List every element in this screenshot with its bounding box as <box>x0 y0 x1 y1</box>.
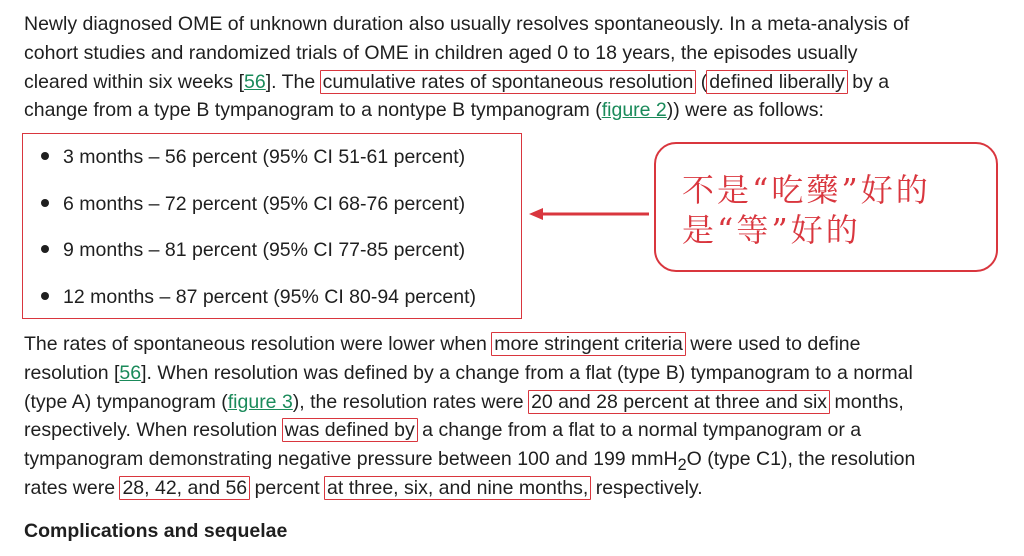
handwritten-annotation-callout <box>654 142 998 272</box>
highlight-defined-liberally: defined liberally <box>706 70 848 94</box>
annotation-line-2: 是“等”好的 <box>682 211 861 249</box>
figure-3-link[interactable]: figure 3 <box>227 390 293 413</box>
figure-2-link[interactable]: figure 2 <box>601 99 667 122</box>
bullet-icon <box>41 152 49 160</box>
list-item: 3 months – 56 percent (95% CI 51-61 percent) <box>41 144 465 170</box>
list-item: 9 months – 81 percent (95% CI 77-85 percent) <box>41 237 465 263</box>
criteria-line-1: The rates of spontaneous resolution were lower when more stringent criteria were used to define <box>24 333 861 355</box>
highlight-20-and-28-percent: 20 and 28 percent at three and six <box>528 390 830 414</box>
arrow-left-icon <box>527 204 651 224</box>
intro-line-3: cleared within six weeks [56]. The cumulative rates of spontaneous resolution ( defined liberally by a <box>24 70 890 93</box>
reference-link-56[interactable]: 56 <box>244 70 266 93</box>
highlight-cumulative-rates: cumulative rates of spontaneous resolution <box>320 70 697 94</box>
intro-paragraph <box>24 10 984 125</box>
bullet-icon <box>41 199 49 207</box>
list-item: 12 months – 87 percent (95% CI 80-94 percent) <box>41 284 476 310</box>
resolution-list-highlight <box>22 133 522 319</box>
highlight-more-stringent-criteria: more stringent criteria <box>491 332 686 356</box>
list-item: 6 months – 72 percent (95% CI 68-76 percent) <box>41 191 465 217</box>
reference-link-56[interactable]: 56 <box>119 361 142 384</box>
highlight-28-42-56: 28, 42, and 56 <box>119 476 250 500</box>
criteria-line-5: tympanogram demonstrating negative pressure between 100 and 199 mmH$_2$O (type C1), the resolution <box>24 448 916 475</box>
criteria-line-4: respectively. When resolution was defined by a change from a flat to a normal tympanogram or a <box>24 419 862 442</box>
intro-line-2: cohort studies and randomized trials of OME in children aged 0 to 18 years, the episodes usually <box>24 41 858 64</box>
bullet-icon <box>41 245 49 253</box>
criteria-paragraph <box>24 330 984 503</box>
section-heading: Complications and sequelae <box>24 520 288 542</box>
criteria-line-6: rates were 28, 42, and 56 percent at three, six, and nine months, respectively. <box>24 476 703 499</box>
criteria-line-2: resolution [56]. When resolution was defined by a change from a flat (type B) tympanogram to a normal <box>24 361 913 384</box>
bullet-icon <box>41 292 49 300</box>
criteria-line-3: (type A) tympanogram (figure 3), the resolution rates were 20 and 28 percent at three and six months, <box>24 390 904 413</box>
annotation-line-1: 不是“吃藥”好的 <box>682 171 931 209</box>
intro-line-1: Newly diagnosed OME of unknown duration also usually resolves spontaneously. In a meta-analysis of <box>24 13 910 35</box>
highlight-was-defined-by: was defined by <box>282 418 418 442</box>
highlight-three-six-nine-months: at three, six, and nine months, <box>324 476 591 500</box>
intro-line-4: change from a type B tympanogram to a nontype B tympanogram (figure 2)) were as follows: <box>24 99 824 122</box>
